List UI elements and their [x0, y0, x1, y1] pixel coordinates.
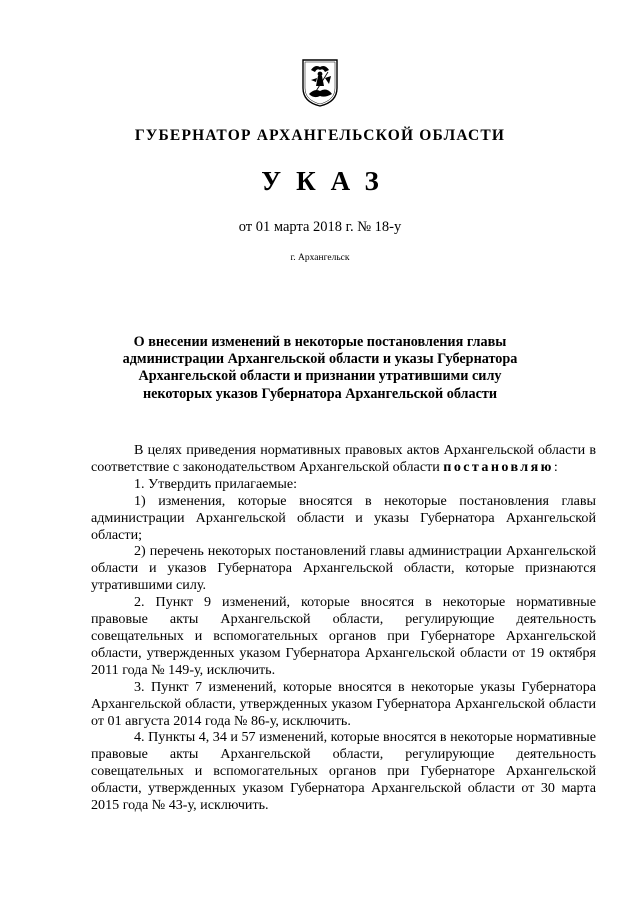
coat-of-arms-emblem: [301, 58, 339, 108]
preamble-text: В целях приведения нормативных правовых актов Архангельской области в соответствие с законодательством Архангельской области: [91, 442, 596, 475]
document-body: [91, 442, 596, 814]
issuing-authority: ГУБЕРНАТОР АРХАНГЕЛЬСКОЙ ОБЛАСТИ: [134, 127, 506, 144]
document-type: УКАЗ: [261, 166, 394, 196]
item-paragraph: 2. Пункт 9 изменений, которые вносятся в некоторые нормативные правовые акты Архангельской области, регулирующие деятельность совещательных и вспомогательных органов при Губернаторе Архангельской области, утвержденных указом Губернатора Архангельской области от 19 октября 2011 года № 149-у, исключить.: [91, 594, 596, 678]
item-paragraph: 1. Утвердить прилагаемые:: [134, 475, 298, 492]
item-paragraph: 4. Пункты 4, 34 и 57 изменений, которые вносятся в некоторые нормативные правовые акты Архангельской области, регулирующие деятельность совещательных и вспомогательных органов при Губернаторе Архангельской области, утвержденных указом Губернатора Архангельской области от 30 марта 2015 года № 43-у, исключить.: [91, 729, 596, 814]
preamble-paragraph: [91, 442, 596, 476]
title-line: некоторых указов Губернатора Архангельской области: [142, 385, 498, 402]
place-of-issue: г. Архангельск: [290, 253, 350, 263]
decree-word: постановляю: [443, 458, 554, 475]
title-line: администрации Архангельской области и указы Губернатора: [122, 351, 518, 368]
document-title: [92, 334, 548, 403]
item-paragraph: 1) изменения, которые вносятся в некоторые постановления главы администрации Архангельской области и указы Губернатора Архангельской области;: [91, 492, 596, 543]
date-and-number: от 01 марта 2018 г. № 18-у: [238, 219, 402, 235]
title-line: Архангельской области и признании утратившими силу: [138, 368, 502, 385]
title-line: О внесении изменений в некоторые постановления главы: [133, 334, 507, 350]
item-paragraph: 3. Пункт 7 изменений, которые вносятся в некоторые указы Губернатора Архангельской области, утвержденных указом Губернатора Архангельской области от 01 августа 2014 года № 86-у, исключить.: [91, 678, 596, 729]
preamble-tail: :: [553, 458, 558, 475]
item-paragraph: 2) перечень некоторых постановлений главы администрации Архангельской области и указов Губернатора Архангельской области, которые признаются утратившими силу.: [91, 543, 596, 594]
